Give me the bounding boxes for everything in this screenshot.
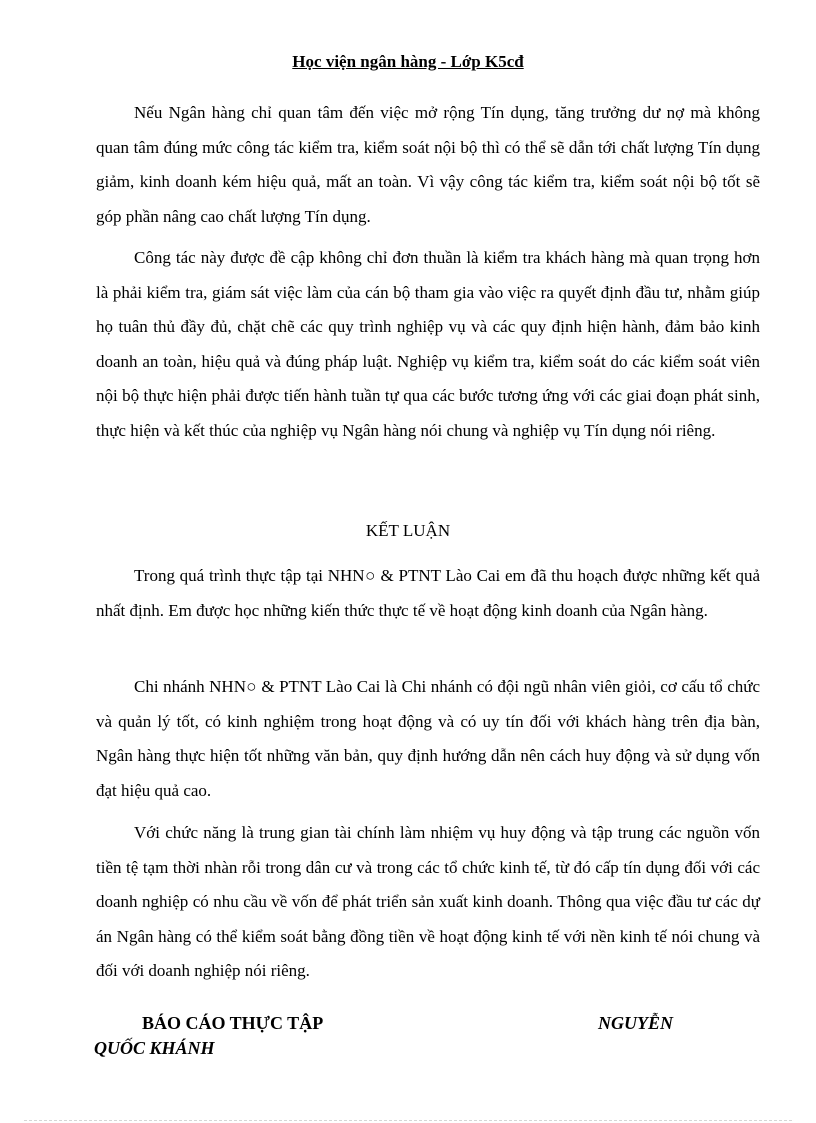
footer-author-rest: QUỐC KHÁNH bbox=[94, 1038, 215, 1058]
paragraph-branch-strengths: Chi nhánh NHN○ & PTNT Lào Cai là Chi nhánh có đội ngũ nhân viên giỏi, cơ cấu tổ chức và quản lý tốt, có kinh nghiệm trong hoạt động và có uy tín đối với khách hàng trên địa bàn, Ngân hàng thực hiện tốt những văn bản, quy định hướng dẫn nên cách huy động và sử dụng vốn đạt hiệu quả cao. bbox=[96, 677, 760, 800]
paragraph-internal-control-importance: Nếu Ngân hàng chỉ quan tâm đến việc mở rộng Tín dụng, tăng trưởng dư nợ mà không quan tâm đúng mức công tác kiểm tra, kiểm soát nội bộ thì có thể sẽ dẫn tới chất lượng Tín dụng giảm, kinh doanh kém hiệu quả, mất an toàn. Vì vậy công tác kiểm tra, kiểm soát nội bộ tốt sẽ góp phần nâng cao chất lượng Tín dụng. bbox=[96, 103, 760, 226]
document-header-title: Học viện ngân hàng - Lớp K5cđ bbox=[292, 52, 524, 71]
paragraph-internship-results: Trong quá trình thực tập tại NHN○ & PTNT Lào Cai em đã thu hoạch được những kết quả nhất định. Em được học những kiến thức thực tế về hoạt động kinh doanh của Ngân hàng. bbox=[96, 566, 760, 620]
page-separator bbox=[24, 1120, 792, 1121]
footer-report-title: BÁO CÁO THỰC TẬP bbox=[142, 1013, 324, 1033]
paragraph-audit-process: Công tác này được đề cập không chỉ đơn thuần là kiểm tra khách hàng mà quan trọng hơn là phải kiểm tra, giám sát việc làm của cán bộ tham gia vào việc ra quyết định đầu tư, nhằm giúp họ tuân thủ đầy đủ, chặt chẽ các quy trình nghiệp vụ và các quy định hiện hành, đảm bảo kinh doanh an toàn, hiệu quả và đúng pháp luật. Nghiệp vụ kiểm tra, kiểm soát do các kiểm soát viên nội bộ thực hiện phải được tiến hành tuần tự qua các bước tương ứng với các giai đoạn phát sinh, thực hiện và kết thúc của nghiệp vụ Ngân hàng nói chung và nghiệp vụ Tín dụng nói riêng. bbox=[96, 248, 760, 440]
footer-author-first: NGUYỄN bbox=[598, 1013, 673, 1033]
paragraph-bank-role: Với chức năng là trung gian tài chính làm nhiệm vụ huy động và tập trung các nguồn vốn tiền tệ tạm thời nhàn rỗi trong dân cư và trong các tổ chức kinh tế, từ đó cấp tín dụng đối với các doanh nghiệp có nhu cầu về vốn để phát triển sản xuất kinh doanh. Thông qua việc đầu tư các dự án Ngân hàng có thể kiểm soát bằng đồng tiền về hoạt động kinh tế với nền kinh tế nói chung và đối với doanh nghiệp nói riêng. bbox=[96, 823, 760, 980]
page-header bbox=[0, 52, 816, 72]
conclusion-heading: KẾT LUẬN bbox=[365, 521, 451, 540]
